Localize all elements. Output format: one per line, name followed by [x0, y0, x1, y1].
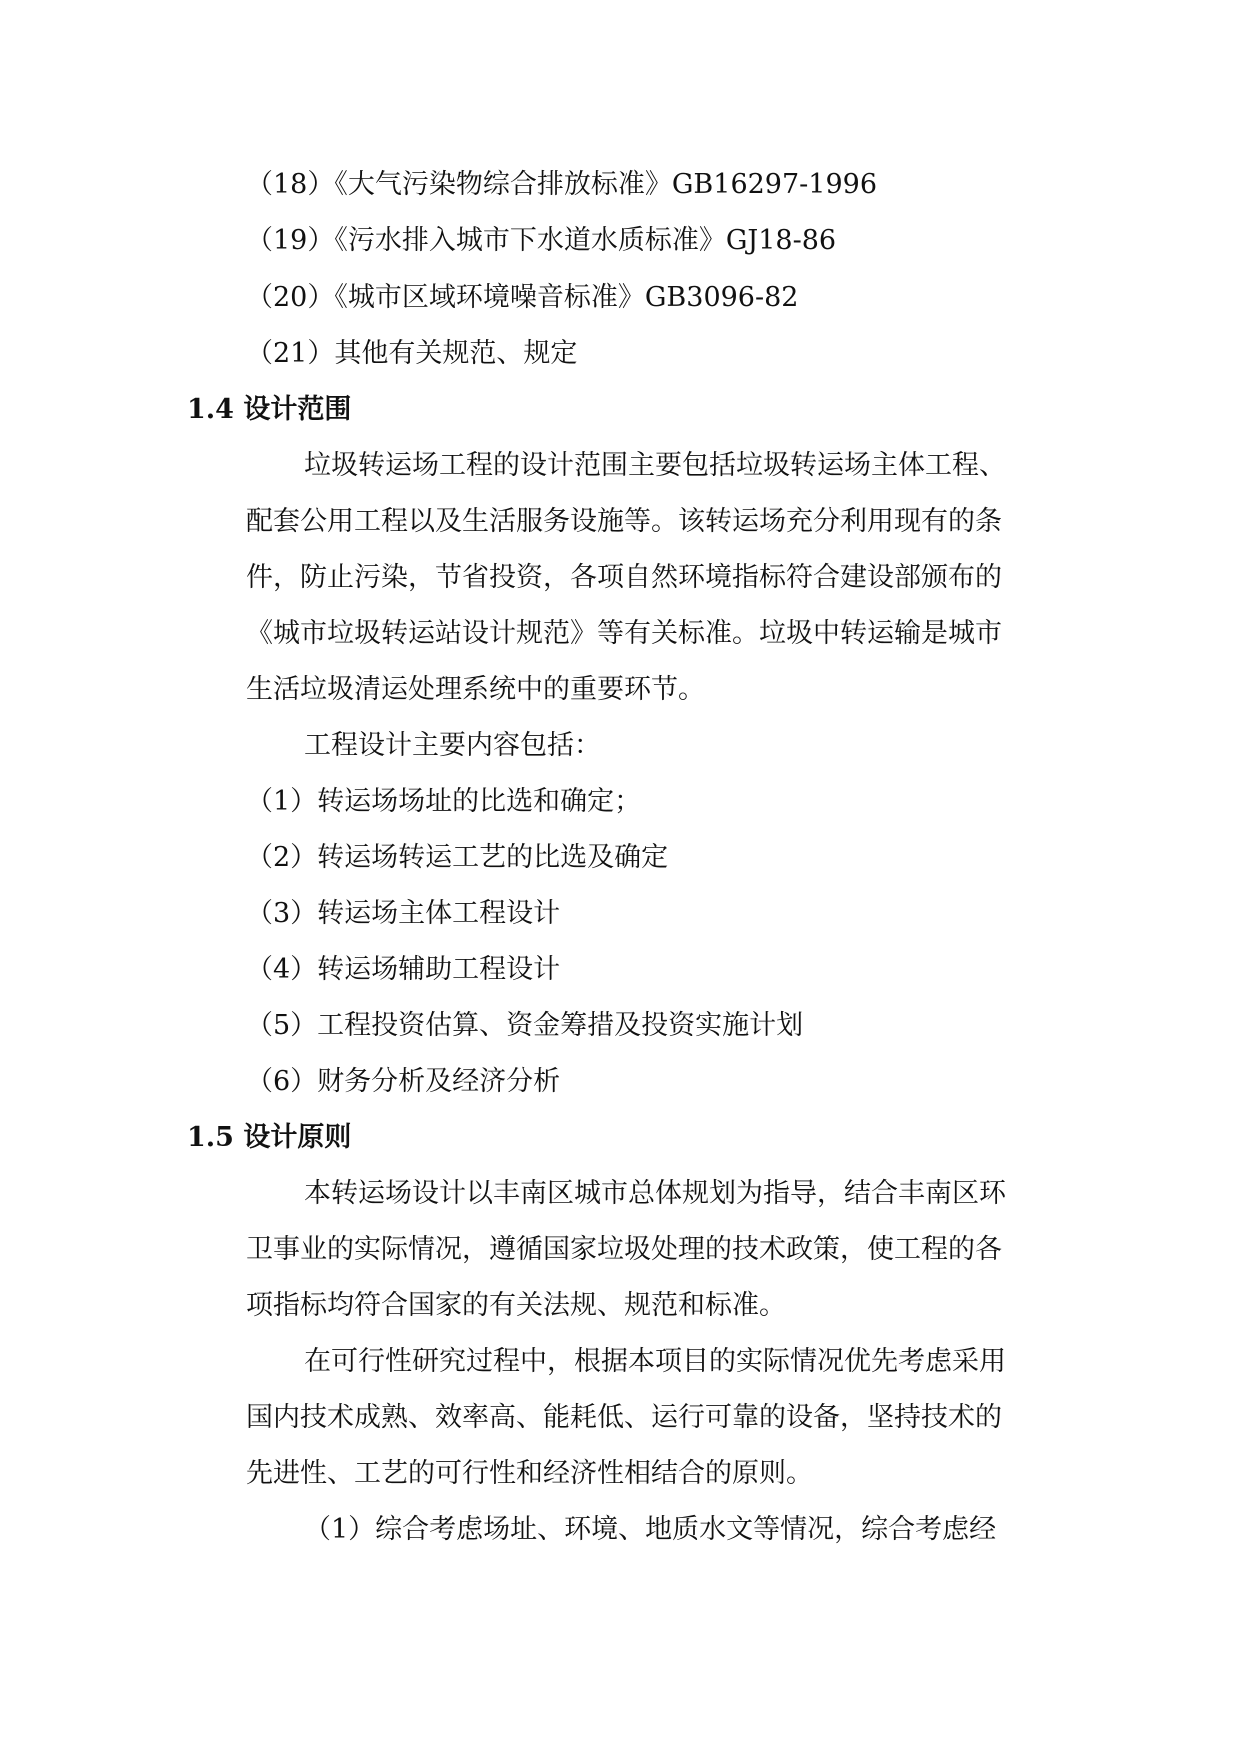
- reference-item: （19）《污水排入城市下水道水质标准》GJ18-86: [246, 225, 837, 256]
- section-heading: 1.4 设计范围: [187, 394, 352, 425]
- paragraph-line: 工程设计主要内容包括：: [304, 730, 601, 761]
- reference-item: （21）其他有关规范、规定: [246, 338, 578, 369]
- paragraph-line: 本转运场设计以丰南区城市总体规划为指导，结合丰南区环: [304, 1178, 1006, 1209]
- paragraph-line: 国内技术成熟、效率高、能耗低、运行可靠的设备，坚持技术的: [246, 1402, 1002, 1433]
- paragraph-line: 在可行性研究过程中，根据本项目的实际情况优先考虑采用: [304, 1346, 1006, 1377]
- reference-item: （18）《大气污染物综合排放标准》GB16297-1996: [246, 169, 877, 200]
- paragraph-line: 先进性、工艺的可行性和经济性相结合的原则。: [246, 1458, 813, 1489]
- list-item: （1）转运场场址的比选和确定；: [246, 786, 642, 817]
- paragraph-line: 配套公用工程以及生活服务设施等。该转运场充分利用现有的条: [246, 506, 1002, 537]
- list-item: （5）工程投资估算、资金筹措及投资实施计划: [246, 1010, 804, 1041]
- list-item: （2）转运场转运工艺的比选及确定: [246, 842, 669, 873]
- list-item: （3）转运场主体工程设计: [246, 898, 561, 929]
- paragraph-line: 生活垃圾清运处理系统中的重要环节。: [246, 674, 705, 705]
- paragraph-line: 垃圾转运场工程的设计范围主要包括垃圾转运场主体工程、: [304, 450, 1006, 481]
- paragraph-line: 卫事业的实际情况，遵循国家垃圾处理的技术政策，使工程的各: [246, 1234, 1002, 1265]
- list-item: （6）财务分析及经济分析: [246, 1066, 561, 1097]
- paragraph-line: 件，防止污染，节省投资，各项自然环境指标符合建设部颁布的: [246, 562, 1002, 593]
- paragraph-line: 《城市垃圾转运站设计规范》等有关标准。垃圾中转运输是城市: [246, 618, 1002, 649]
- reference-item: （20）《城市区域环境噪音标准》GB3096-82: [246, 282, 799, 313]
- paragraph-line: （1）综合考虑场址、环境、地质水文等情况，综合考虑经: [304, 1514, 997, 1545]
- list-item: （4）转运场辅助工程设计: [246, 954, 561, 985]
- paragraph-line: 项指标均符合国家的有关法规、规范和标准。: [246, 1290, 786, 1321]
- section-heading: 1.5 设计原则: [187, 1122, 352, 1153]
